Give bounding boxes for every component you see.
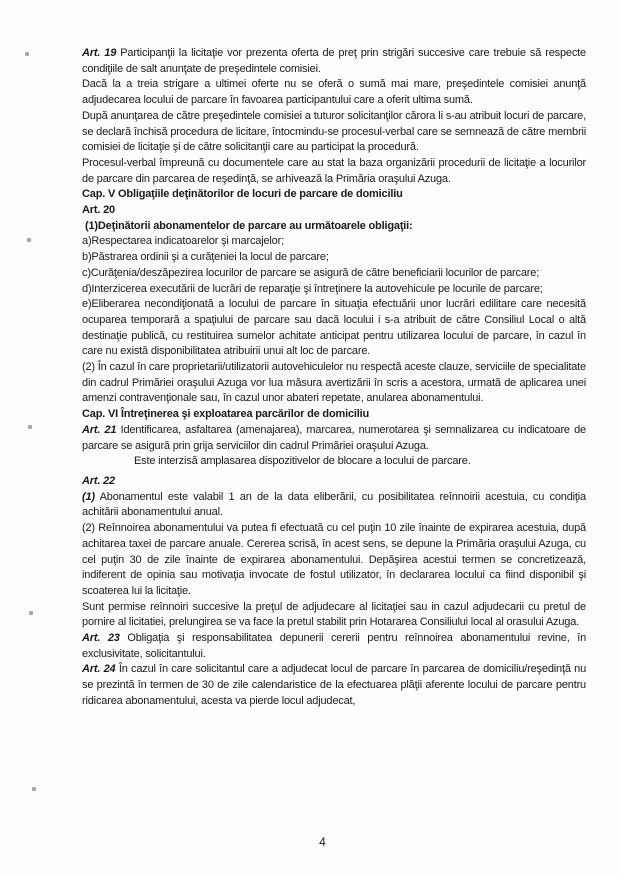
text-segment: c)Curăţenia/deszăpezirea locurilor de parcare se asigură de către beneficiarii locurilor de parcare; [82, 266, 540, 279]
list-item-a [82, 234, 586, 250]
list-item-e [82, 297, 586, 360]
heading-cap-v [82, 187, 586, 203]
paragraph-art-24 [82, 662, 586, 709]
list-item-b [82, 250, 586, 266]
list-item-c [82, 266, 586, 282]
text-segment: Art. 22 [82, 474, 115, 487]
list-item-d [82, 282, 586, 298]
text-segment: (1)Deţinătorii abonamentelor de parcare au următoarele obligaţii: [85, 219, 413, 232]
scan-speck [32, 787, 36, 791]
text-segment: Este interzisă amplasarea dispozitivelor de blocare a locului de parcare. [134, 455, 471, 468]
heading-cap-vi [82, 407, 586, 423]
text-segment: d)Interzicerea executării de lucrări de reparaţie şi întreţinere la autovehicule pe locurile de parcare; [82, 282, 543, 295]
text-segment: Procesul-verbal împreună cu documentele care au stat la baza organizării procedurii de licitaţie a locurilor de parcare din parcarea de reşedinţă, se arhivează la Primăria oraşului Azuga. [82, 156, 586, 185]
paragraph-interdiction [82, 454, 586, 470]
paragraph-art-19 [82, 46, 586, 77]
text-segment: Art. 24 [82, 663, 116, 676]
text-segment: Participanţii la licitaţie vor prezenta oferta de preţ prin strigări succesive care trebuie să respecte condiţiile de salt anunţate de preşedintele comisiei. [82, 47, 586, 75]
text-segment: Cap. V Obligaţiile deţinătorilor de locuri de parcare de domiciliu [82, 188, 403, 201]
text-segment: (2) Reînnoirea abonamentului va putea fi efectuată cu cel puţin 10 zile înainte de expirarea acestuia, după achitarea taxei de parcare anuale. Cererea scrisă, în acest sens, se depune la Primăria oraşului Azuga, cu cel puţin 30 de zile înainte de expirarea abonamentului. Depăşirea acestui termen se concretizează, indiferent de opinia sau motivaţia invocate de fostul utilizator, în declararea locului ca fiind disponibil şi scoaterea lui la licitaţie. [82, 522, 586, 597]
scan-speck [27, 238, 31, 242]
paragraph [82, 77, 586, 108]
paragraph-art-21 [82, 423, 586, 454]
paragraph-art-20-1 [82, 219, 586, 235]
paragraph [82, 156, 586, 187]
paragraph [82, 109, 586, 156]
text-segment: Abonamentul este valabil 1 an de la data eliberării, cu posibilitatea reînnoirii acestuia, cu condiţia achitării abonamentului anual. [82, 490, 586, 519]
paragraph-art-22-1 [82, 490, 586, 521]
heading-art-20 [82, 203, 586, 219]
text-segment: Dacă la a treia strigare a ultimei oferte nu se oferă o sumă mai mare, preşedintele comisiei anunţă adjudecarea locului de parcare în favoarea participantului care a oferit ultima sumă. [82, 78, 586, 107]
scan-speck [29, 611, 33, 615]
text-segment: Art. 21 [82, 423, 117, 436]
document-body [82, 46, 586, 710]
text-segment: (1) [82, 490, 95, 503]
text-segment: a)Respectarea indicatoarelor şi marcajelor; [82, 235, 284, 248]
paragraph-art-23 [82, 631, 586, 662]
text-segment: b)Păstrarea ordinii şi a curăţeniei la locul de parcare; [82, 251, 329, 264]
text-segment: În cazul în care solicitantul care a adjudecat locul de parcare în parcarea de domiciliu/reşedinţă nu se prezintă în termen de 30 de zile calendaristice de la efectuarea plăţii aferente locului de parcare pentru ridicarea abonamentului, acesta va pierde locul adjudecat, [82, 663, 587, 707]
text-segment: Sunt permise reînnoiri succesive la preţul de adjudecare al licitaţiei sau in cazul adjudecarii cu pretul de pornire al licitatiei, prelungirea se va face la pretul stabilit prin Hotararea Consiliului local al orasului Azuga. [82, 600, 586, 629]
text-segment: Cap. VI Întreţinerea şi exploatarea parcărilor de domiciliu [82, 408, 370, 421]
paragraph-art-22-2 [82, 521, 586, 600]
paragraph-art-20-2 [82, 360, 586, 407]
paragraph-renewals [82, 600, 586, 631]
text-segment: Obligaţia şi responsabilitatea depunerii cererii pentru reînnoirea abonamentului revine, în exclusivitate, solicitantului. [82, 632, 587, 660]
scan-speck [25, 52, 29, 56]
text-segment: Art. 19 [82, 47, 117, 59]
scan-speck [28, 425, 32, 429]
text-segment: e)Eliberarea necondiţionată a locului de parcare în situaţia efectuării unor lucrări edilitare care necesită ocuparea temporară a spaţiului de parcare sau dacă locului i s-a atribuit de către Consiliul Local o altă destinaţie publică, cu restituirea sumelor achitate anticipat pentru utilizarea locului de parcare, în cazul în care nu există disponibilitatea atribuirii unui alt loc de parcare. [82, 298, 586, 358]
text-segment: (2) În cazul în care proprietarii/utilizatorii autovehiculelor nu respectă aceste clauze, serviciile de specialitate din cadrul Primăriei oraşului Azuga vor lua măsura avertizării în scris a acestora, urmată de aplicarea unei amenzi contravenţionale sau, în cazul unor abateri repetate, anularea abonamentului. [82, 361, 586, 405]
text-segment: Art. 23 [82, 632, 120, 645]
page-number: 4 [319, 835, 326, 849]
text-segment: După anunţarea de către preşedintele comisiei a tuturor solicitanţilor cărora li s-au atribuit locuri de parcare, se declară închisă procedura de licitare, întocmindu-se procesul-verbal care se semnează de către membrii comisiei de licitaţie şi de către solicitanţii care au participat la procedură. [82, 109, 586, 154]
text-segment: Art. 20 [82, 204, 115, 217]
heading-art-22 [82, 474, 586, 490]
text-segment: Identificarea, asfaltarea (amenajarea), marcarea, numerotarea şi semnalizarea cu indicatoare de parcare se asigură prin grija serviciilor din cadrul Primăriei oraşului Azuga. [82, 423, 586, 452]
